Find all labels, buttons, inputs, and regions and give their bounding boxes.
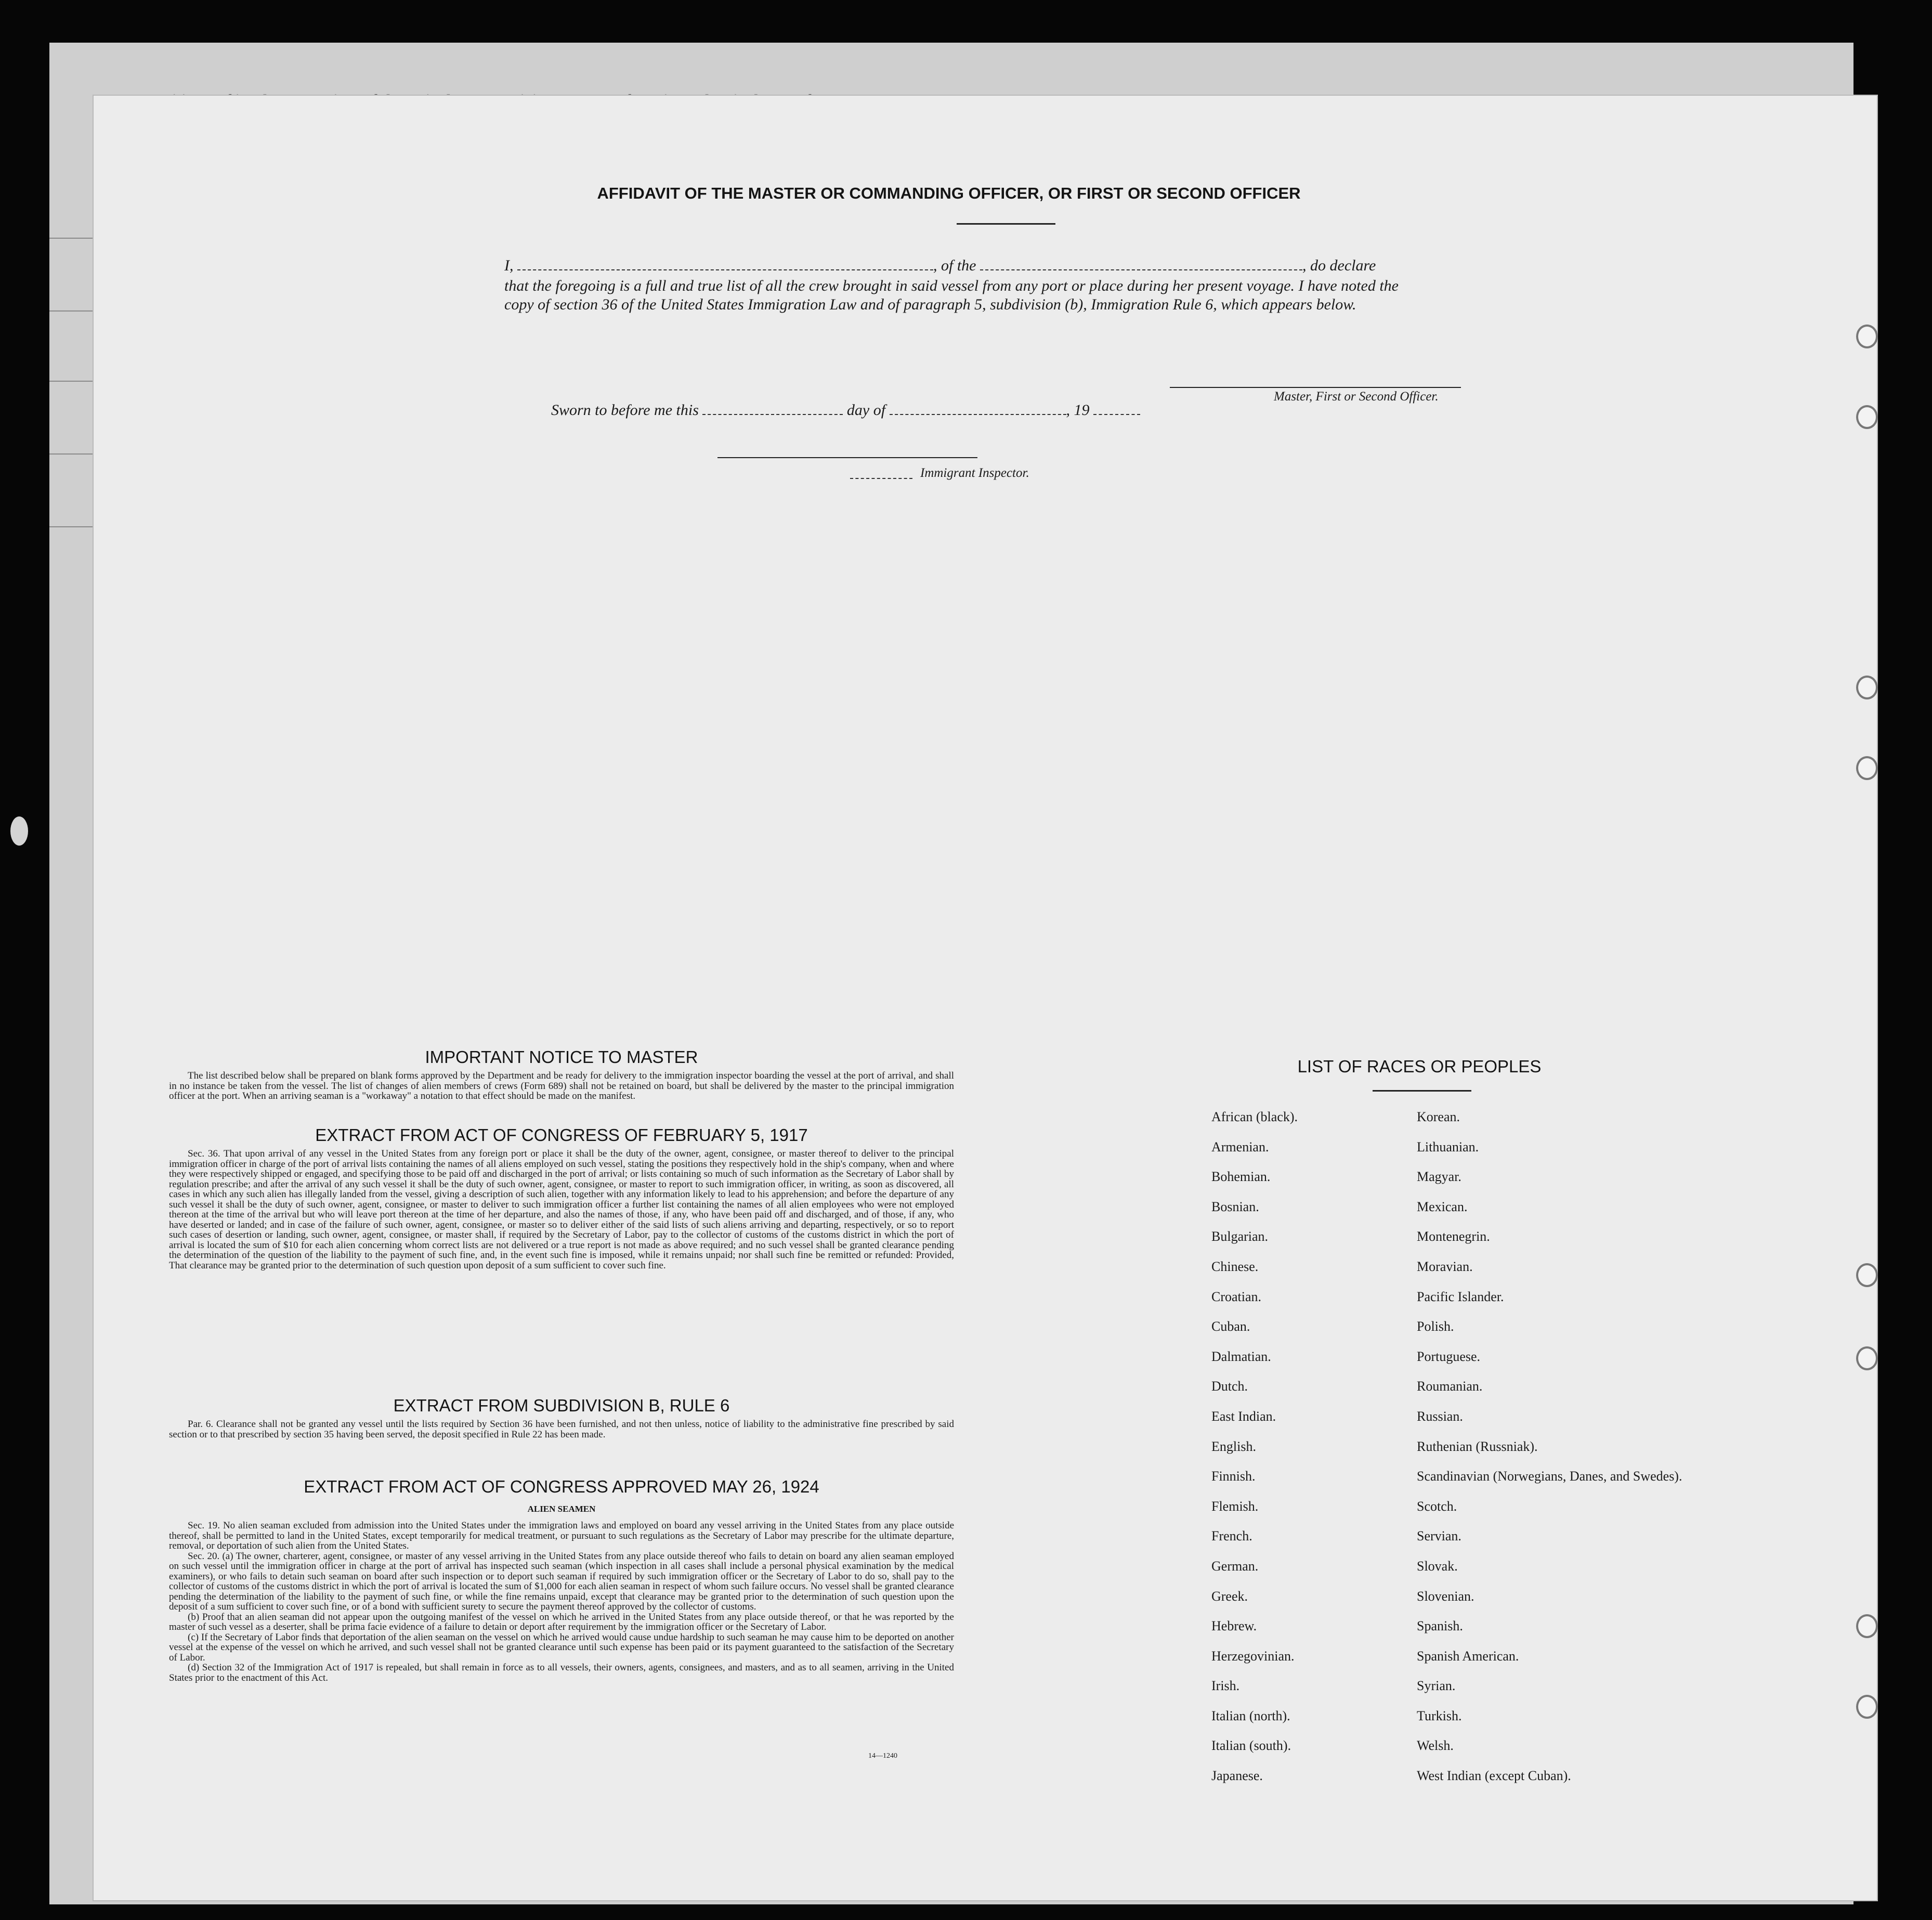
race-item: Dutch. xyxy=(1211,1379,1248,1394)
race-item: Mexican. xyxy=(1417,1199,1468,1214)
section-36-paragraph: Sec. 36. That upon arrival of any vessel in the United States from any foreign port or place it shall be the duty of the owner, agent, consignee, or master thereof to deliver to the principal immigration officer in charge of the port of arrival lists containing the names of all aliens employed on such vessel, stating the positions they respectively hold in the ship's company, when and where they were respectively shipped or engaged, and specifying those to be paid off and discharged in the port of arrival; or lists containing so much of such information as the Secretary of Labor shall by regulation prescribe; and after the arrival of any such vessel it shall be the duty of such owner, agent, consignee, or master to report to such immigration officer, in writing, as soon as discovered, all cases in which any such alien has illegally landed from the vessel, giving a description of such alien, together with any information likely to lead to his apprehension; and before the departure of any such vessel it shall be the duty of such owner, agent, consignee, or master to deliver to such immigration officer a further list containing the names of all alien employees who were not employed thereon at the time of the arrival but who will leave port thereon at the time of her departure, and also the names of those, if any, who have been paid off and discharged, and of those, if any, who have deserted or landed; and in case of the failure of such owner, agent, consignee, or master so to deliver either of the said lists of such aliens arriving and departing, respectively, or so to report such cases of desertion or landing, such owner, agent, consignee, or master shall, if required by the Secretary of Labor, pay to the collector of customs of the customs district in which the port of arrival is located the sum of $10 for each alien concerning whom correct lists are not delivered or a true report is not made as above required; and no such vessel shall be granted clearance pending the determination of the question of the liability to the payment of such fine, and, in the event such fine is imposed, while it remains unpaid; nor shall such fine be remitted or refunded: Provided, That clearance may be granted prior to the determination of such question upon deposit of a sum sufficient to cover such fine. xyxy=(169,1148,954,1271)
sworn-year-blank xyxy=(1093,414,1140,415)
race-item: Herzegovinian. xyxy=(1211,1648,1295,1664)
extract-1917-title: EXTRACT FROM ACT OF CONGRESS OF FEBRUARY 5, 1917 xyxy=(315,1125,808,1145)
inspector-lead-blank xyxy=(850,478,912,479)
affidavit-i-label: I, xyxy=(504,257,514,274)
section-20a-paragraph: Sec. 20. (a) The owner, charterer, agent, consignee, or master of any vessel arriving in the United States from any place outside thereof who fails to detain on board any alien seaman employed on such vessel until the immigration officer in charge at the port of arrival has inspected such seaman (which inspection in all cases shall include a personal physical examination by the medical examiners), or who fails to detain such seaman on board after such inspection or to deport such seaman if required by such immigration officer or the Secretary of Labor to do so, shall pay to the collector of customs of the customs district in which the port of arrival is located the sum of $1,000 for each alien seaman in respect of whom such failure occurs. No vessel shall be granted clearance pending the determination of the liability to the payment of such fine, or while the fine remains unpaid, except that clearance may be granted prior to the determination of such question upon the deposit of a sum sufficient to cover such fine, or of a bond with sufficient surety to secure the payment thereof approved by the collector of customs. xyxy=(169,1550,954,1612)
race-item: Ruthenian (Russniak). xyxy=(1417,1438,1538,1454)
race-item: Pacific Islander. xyxy=(1417,1289,1504,1304)
form-number: 14—1240 xyxy=(868,1752,897,1760)
race-item: Irish. xyxy=(1211,1678,1240,1694)
race-item: Montenegrin. xyxy=(1417,1229,1490,1244)
race-item: Welsh. xyxy=(1417,1738,1454,1754)
race-item: Italian (north). xyxy=(1211,1708,1290,1723)
race-item: Syrian. xyxy=(1417,1678,1456,1694)
race-item: German. xyxy=(1211,1558,1259,1574)
race-item: Moravian. xyxy=(1417,1259,1473,1274)
rule6-paragraph: Par. 6. Clearance shall not be granted any vessel until the lists required by Section 36 have been furnished, and not then unless, notice of liability to the administrative fine prescribed by said section or to that prescribed by section 35 having been served, the deposit specified in Rule 22 has been made. xyxy=(169,1419,954,1440)
races-title: LIST OF RACES OR PEOPLES xyxy=(1297,1057,1542,1076)
master-name-blank xyxy=(517,269,933,270)
race-item: Korean. xyxy=(1417,1109,1460,1124)
race-item: Bohemian. xyxy=(1211,1169,1271,1185)
binding-hole xyxy=(1856,756,1878,780)
race-item: Japanese. xyxy=(1211,1768,1263,1784)
binding-hole xyxy=(1856,676,1878,699)
sworn-month-blank xyxy=(890,414,1066,415)
manifest-sheet xyxy=(94,96,1877,1900)
inspector-signature-line xyxy=(717,457,977,458)
binding-hole xyxy=(1856,325,1878,348)
race-item: Scotch. xyxy=(1417,1498,1457,1514)
year-label: , 19 xyxy=(1066,401,1090,419)
sworn-day-blank xyxy=(702,414,843,415)
extract-1917-text xyxy=(169,1149,954,1270)
race-item: Flemish. xyxy=(1211,1498,1259,1514)
race-item: Slovenian. xyxy=(1417,1588,1474,1604)
races-right-column xyxy=(1417,1102,1682,1791)
race-item: Lithuanian. xyxy=(1417,1139,1479,1154)
extract-rule6-text xyxy=(169,1419,954,1439)
race-item: East Indian. xyxy=(1211,1408,1276,1424)
race-item: English. xyxy=(1211,1438,1256,1454)
race-item: Dalmatian. xyxy=(1211,1348,1271,1364)
race-item: Portuguese. xyxy=(1417,1348,1481,1364)
race-item: Armenian. xyxy=(1211,1139,1269,1154)
section-19-paragraph: Sec. 19. No alien seaman excluded from admission into the United States under the immigration laws and employed on board any vessel arriving in the United States from any place outside thereof, shall be permitted to land in the United States, except temporarily for medical treatment, or pursuant to such regulations as the Secretary of Labor may prescribe for the ultimate departure, removal, or deportation of such alien from the United States. xyxy=(169,1520,954,1551)
race-item: Roumanian. xyxy=(1417,1379,1483,1394)
binding-hole xyxy=(1856,1614,1878,1638)
notice-paragraph: The list described below shall be prepared on blank forms approved by the Department and be ready for delivery to the immigration inspector boarding the vessel at the port of arrival, and shall in no instance be taken from the vessel. The list of changes of alien members of crews (Form 689) shall not be retained on board, but shall be delivered by the master to the principal immigration officer at the port. When an arriving seaman is a "workaway" a notation to that effect should be made on the manifest. xyxy=(169,1070,954,1101)
race-item: Scandinavian (Norwegians, Danes, and Swedes). xyxy=(1417,1469,1682,1484)
race-item: Hebrew. xyxy=(1211,1618,1257,1634)
race-item: Chinese. xyxy=(1211,1259,1259,1274)
extract-1924-title: EXTRACT FROM ACT OF CONGRESS APPROVED MAY 26, 1924 xyxy=(304,1477,819,1496)
races-left-column xyxy=(1211,1102,1298,1791)
notice-title: IMPORTANT NOTICE TO MASTER xyxy=(425,1047,698,1067)
notice-text xyxy=(169,1071,954,1101)
vessel-name-blank xyxy=(980,269,1302,270)
section-20b-paragraph: (b) Proof that an alien seaman did not appear upon the outgoing manifest of the vessel on which he arrived in the United States from any place outside thereof, or that he was reported by the master of such vessel as a deserter, shall be prima facie evidence of a failure to detain or deport after requirement by the immigration officer or the Secretary of Labor. xyxy=(169,1611,954,1632)
race-item: Magyar. xyxy=(1417,1169,1461,1185)
binding-hole xyxy=(10,816,28,846)
affidavit-title: AFFIDAVIT OF THE MASTER OR COMMANDING OFFICER, OR FIRST OR SECOND OFFICER xyxy=(597,184,1301,202)
race-item: Slovak. xyxy=(1417,1558,1458,1574)
affidavit-body: that the foregoing is a full and true list of all the crew brought in said vessel from any port or place during her present voyage. I have noted the copy of section 36 of the United States Immigration Law and of paragraph 5, subdivision (b), Immigration Rule 6, which appears below. xyxy=(504,277,1399,313)
section-20c-paragraph: (c) If the Secretary of Labor finds that deportation of the alien seaman on the vessel on which he arrived would cause undue hardship to such seaman he may cause him to be deported on another vessel at the expense of the vessel on which he arrived, and such vessel shall not be granted clearance until such expense has been paid or its payment guaranteed to the satisfaction of the Secretary of Labor. xyxy=(169,1631,954,1663)
race-item: Spanish American. xyxy=(1417,1648,1519,1664)
race-item: Bosnian. xyxy=(1211,1199,1259,1214)
signature-line xyxy=(1170,387,1461,388)
binding-hole xyxy=(1856,1346,1878,1370)
alien-seamen-subtitle: ALIEN SEAMEN xyxy=(527,1504,596,1514)
race-item: Bulgarian. xyxy=(1211,1229,1269,1244)
extract-1924-text xyxy=(169,1521,954,1683)
affidavit-line1 xyxy=(504,257,1376,275)
race-item: Finnish. xyxy=(1211,1469,1256,1484)
binding-hole xyxy=(1856,1695,1878,1719)
race-item: Greek. xyxy=(1211,1588,1248,1604)
declare-label: , do declare xyxy=(1302,257,1376,274)
race-item: Croatian. xyxy=(1211,1289,1262,1304)
signature-caption: Master, First or Second Officer. xyxy=(1274,390,1439,404)
day-of-label: day of xyxy=(846,401,886,419)
race-item: Cuban. xyxy=(1211,1319,1250,1334)
race-item: Polish. xyxy=(1417,1319,1454,1334)
race-item: Turkish. xyxy=(1417,1708,1462,1723)
race-item: Spanish. xyxy=(1417,1618,1463,1634)
sworn-line xyxy=(551,401,1140,419)
of-the-label: , of the xyxy=(933,257,976,274)
race-item: Servian. xyxy=(1417,1528,1461,1544)
inspector-caption: Immigrant Inspector. xyxy=(920,466,1029,480)
divider xyxy=(1373,1090,1471,1092)
divider xyxy=(957,223,1055,225)
race-item: Italian (south). xyxy=(1211,1738,1291,1754)
binding-hole xyxy=(1856,405,1878,429)
sworn-prefix: Sworn to before me this xyxy=(551,401,699,419)
race-item: French. xyxy=(1211,1528,1252,1544)
extract-rule6-title: EXTRACT FROM SUBDIVISION B, RULE 6 xyxy=(393,1396,730,1415)
binding-hole xyxy=(1856,1263,1878,1287)
race-item: Russian. xyxy=(1417,1408,1463,1424)
race-item: African (black). xyxy=(1211,1109,1298,1124)
section-20d-paragraph: (d) Section 32 of the Immigration Act of 1917 is repealed, but shall remain in force as to all vessels, their owners, agents, consignees, and masters, and as to all seamen, arriving in the United States prior to the enactment of this Act. xyxy=(169,1662,954,1683)
race-item: West Indian (except Cuban). xyxy=(1417,1768,1571,1784)
